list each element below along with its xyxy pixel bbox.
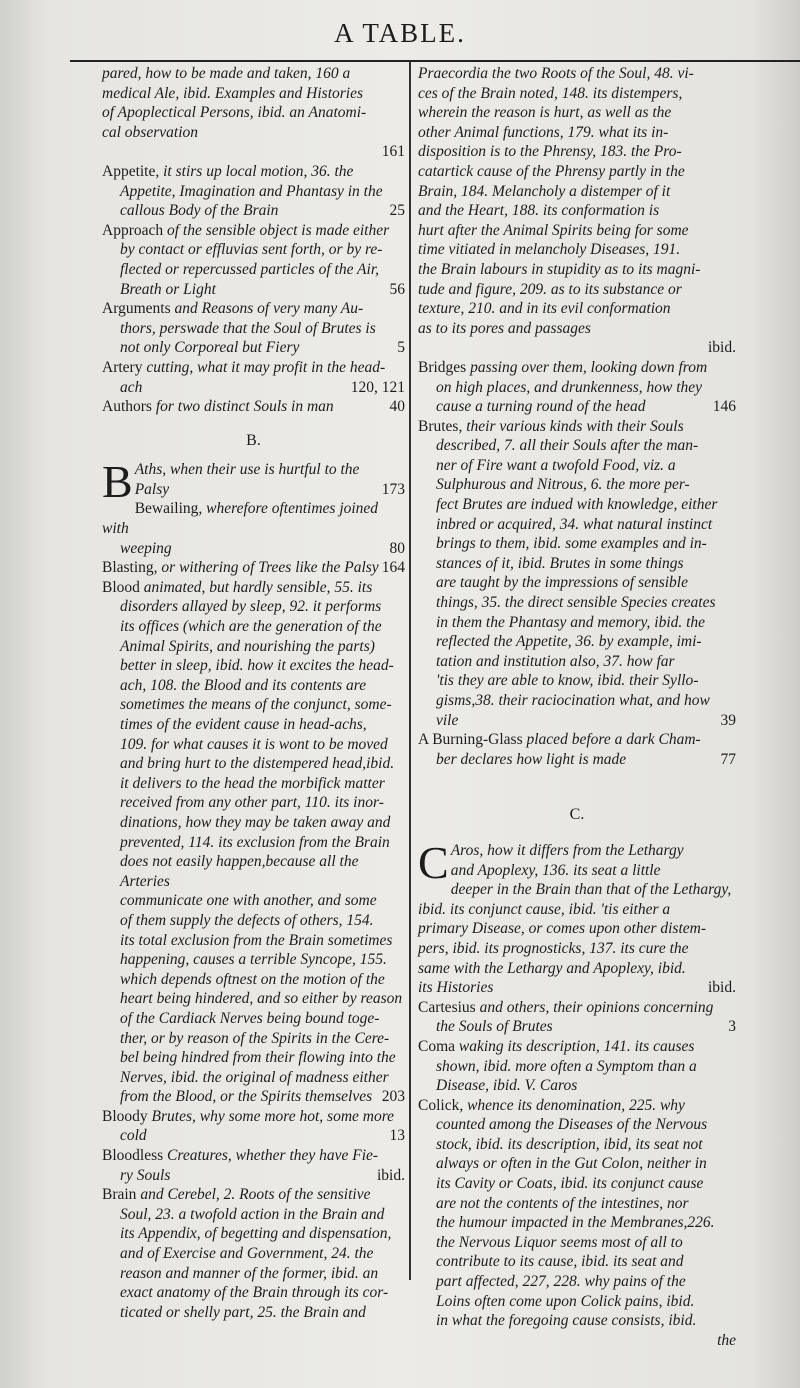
entry-line [102,201,405,221]
entry-line [418,691,736,711]
index-entry [418,730,736,769]
entry-text: fect Brutes are indued with knowledge, either [436,496,718,514]
entry-line [418,711,736,731]
entry-line [418,534,736,554]
entry-line [102,1244,405,1264]
entry-text: part affected, 227, 228. why pains of the [436,1273,686,1291]
entry-text: Breath or Light [120,280,216,298]
entry-line [418,978,736,998]
entry-heading: Blood [102,578,140,596]
entry-line [418,1252,736,1272]
entry-line [102,397,405,417]
entry-line [418,939,736,959]
entry-line [102,1205,405,1225]
page-reference: 161 [381,143,405,161]
page-reference: 40 [389,398,405,416]
entry-text: weeping [120,539,172,557]
entry-text: for two distinct Souls in man [151,398,334,416]
entry-line [418,919,736,939]
entry-text: flected or repercussed particles of the Air, [120,260,380,278]
entry-text: disorders allayed by sleep, 92. it performs [120,598,382,616]
entry-line: ces of the Brain noted, 148. its distempers, [418,84,683,102]
entry-line: tude and figure, 209. as to its substance or [418,280,682,298]
entry-line [102,558,405,578]
entry-heading: Artery [102,358,143,376]
entry-text: and others, their opinions concerning [475,998,714,1016]
index-entry [418,1096,736,1331]
entry-text: in them the Phantasy and memory, ibid. the [436,613,706,631]
entry-text: and bring hurt to the distempered head,ibid. [120,755,395,773]
entry-text: which depends oftnest on the motion of the [120,970,385,988]
entry-line [102,182,405,202]
entry-line [102,597,405,617]
entry-line: catartick cause of the Phrensy partly in the [418,162,685,180]
entry-text: Nerves, ibid. the original of madness either [120,1068,389,1086]
entry-line [102,1224,405,1244]
section-heading-c: C. [569,806,585,824]
entry-text: cutting, what it may profit in the head- [142,358,386,376]
index-entry [102,578,405,1107]
entry-text: the Souls of Brutes [436,1018,553,1036]
entry-text: the humour impacted in the Membranes,226. [436,1214,715,1232]
page-reference: 39 [720,711,736,729]
entry-line: pared, how to be made and taken, 160 a [102,65,351,82]
entry-line [418,436,736,456]
entry-text: placed before a dark Cham- [522,731,701,749]
index-entry [418,1037,736,1096]
entry-text: Aths, when their use is hurtful to the [134,461,360,479]
entry-text: communicate one with another, and some [120,892,377,910]
entry-line [418,378,736,398]
entry-text: bel being hindred from their flowing into the [120,1049,396,1067]
entry-text: reason and manner of the former, ibid. an [120,1264,379,1282]
entry-line [102,617,405,637]
entry-heading: Brutes [418,417,459,435]
entry-line [102,1283,405,1303]
page-reference: ibid. [708,339,736,357]
entry-line: Praecordia the two Roots of the Soul, 48. vi- [418,65,694,82]
left-column [102,64,405,1322]
entry-heading: A Burning-Glass [418,731,523,749]
index-entry [418,998,736,1037]
entry-text: by contact or effluvias sent forth, or by re- [120,241,383,259]
entry-line [418,1194,736,1214]
page-reference: 146 [712,398,736,416]
entry-line [418,1115,736,1135]
continued-text [418,64,736,358]
entry-text: and Reasons of very many Au- [170,300,364,318]
entry-text: cold [120,1127,147,1145]
entry-line [418,730,736,750]
entry-text: its Appendix, of begetting and dispensation, [120,1225,392,1243]
entry-text: its Cavity or Coats, ibid. its conjunct cause [436,1175,704,1193]
entry-line: wherein the reason is hurt, as well as the [418,104,672,122]
entry-line [102,499,405,538]
entry-heading: Bewailing [134,500,199,518]
entry-text: pers, ibid. its prognosticks, 137. its cure the [418,939,689,957]
entry-text: 'tis they are able to know, ibid. their Syllo- [436,672,699,690]
entry-heading: Bridges [418,358,467,376]
entry-text: ry Souls [120,1166,171,1184]
page-reference: 5 [397,339,405,357]
entry-line [418,1017,736,1037]
entry-line [102,260,405,280]
entry-text: brings to them, ibid. some examples and in- [436,535,707,553]
entry-text: on high places, and drunkenness, how they [436,378,703,396]
entry-text: Sulphurous and Nitrous, 6. the more per- [436,476,690,494]
entry-text: it delivers to the head the morbifick matter [120,774,385,792]
entry-line [418,456,736,476]
entry-line [418,554,736,574]
entry-line [102,911,405,931]
entry-line [102,480,405,500]
entry-line [102,891,405,911]
entry-text: waking its description, 141. its causes [455,1037,695,1055]
entry-line [102,280,405,300]
entry-text: received from any other part, 110. its inor- [120,794,384,812]
entry-line: texture, 210. and in its evil conformation [418,300,671,318]
index-entry [102,358,405,397]
entry-heading: Appetite [102,162,156,180]
entry-text: times of the evident cause in head-achs, [120,716,367,733]
entry-text: of them supply the defects of others, 154. [120,911,374,929]
entry-line [102,1303,405,1323]
entry-text: passing over them, looking down from [466,358,708,376]
entry-heading: Arguments [102,300,171,318]
entry-line [102,833,405,853]
entry-line: Brain, 184. Melancholy a distemper of it [418,182,671,200]
entry-heading: Cartesius [418,998,476,1016]
index-entry [102,1146,405,1185]
entry-line [418,632,736,652]
index-entry [418,417,736,731]
entry-text: , their various kinds with their Souls [458,417,684,435]
page-reference: 3 [728,1018,736,1036]
entry-text: Aros, how it differs from the Lethargy [450,841,684,859]
entry-text: Disease, ibid. V. Caros [436,1077,578,1095]
index-entry [102,558,405,578]
page-reference: 25 [389,202,405,220]
entry-line [418,495,736,515]
header-rule [70,60,800,62]
entry-line [418,880,736,900]
entry-text: its total exclusion from the Brain sometimes [120,931,393,949]
entry-line [102,358,405,378]
entry-text: better in sleep, ibid. how it excites the head- [120,657,394,675]
entry-heading: Authors [102,398,152,416]
entry-line [102,1009,405,1029]
entry-text: are taught by the impressions of sensible [436,574,688,592]
entry-text: stock, ibid. its description, ibid, its seat not [436,1135,703,1153]
entry-line: the Brain labours in stupidity as to its magni- [418,260,701,278]
entry-text: primary Disease, or comes upon other distem- [418,920,707,938]
entry-line [102,1087,405,1107]
entry-text: described, 7. all their Souls after the man- [436,437,699,455]
entry-text: cause a turning round of the head [436,398,646,416]
entry-text: Appetite, Imagination and Phantasy in the [120,182,383,200]
entry-line [418,750,736,770]
entry-text: callous Body of the Brain [120,202,279,220]
entry-line [102,656,405,676]
entry-line [102,813,405,833]
section-heading-b: B. [246,431,261,449]
entry-line [102,1264,405,1284]
page-reference: 203 [381,1088,405,1106]
entry-line: hurt after the Animal Spirits being for some [418,221,689,239]
entry-text: sometimes the means of the conjunct, some- [120,696,392,714]
entry-line [418,959,736,979]
entry-line [418,1233,736,1253]
page-reference: 120, 121 [350,378,405,396]
entry-line [102,1029,405,1049]
entry-text: gisms,38. their raciocination what, and how [436,692,710,709]
index-entry [102,299,405,358]
entry-line [418,1076,736,1096]
entry-text: ach [120,378,143,396]
entry-line [418,475,736,495]
entry-heading: Bloodless [102,1147,164,1165]
entry-line [102,950,405,970]
page-reference: 13 [389,1127,405,1145]
entry-text: 109. for what causes it is wont to be moved [120,735,388,753]
index-entry [102,1185,405,1322]
entry-line [418,573,736,593]
entry-text: and Apoplexy, 136. its seat a little [450,861,661,879]
entry-text: inbred or acquired, 34. what natural instinct [436,515,713,533]
entry-line [102,715,405,735]
entry-line [102,338,405,358]
index-entry [102,221,405,299]
entry-line [102,852,405,891]
page-title: A TABLE. [334,18,466,48]
entry-text: ner of Fire want a twofold Food, viz. a [436,456,676,474]
entry-line [418,841,736,861]
entry-line [418,671,736,691]
index-entry [418,836,736,998]
entry-line [102,240,405,260]
entry-line [102,319,405,339]
index-entry [102,456,405,508]
entry-line [102,793,405,813]
catchword: the [717,1331,736,1349]
entry-text: , whence its denomination, 225. why [459,1096,685,1114]
entry-text: animated, but hardly sensible, 55. its [139,578,373,596]
entry-line [102,299,405,319]
page-reference: 164 [381,559,405,577]
entry-text: always or often in the Gut Colon, neither in [436,1155,707,1173]
entry-line: as to its pores and passages [418,319,591,337]
page-reference: 80 [389,539,405,557]
entry-line [102,162,405,182]
entry-line [418,1135,736,1155]
entry-line [102,1126,405,1146]
entry-line [418,1154,736,1174]
entry-text: same with the Lethargy and Apoplexy, ibid. [418,959,686,977]
entry-line [102,460,405,480]
entry-text: vile [436,711,459,729]
entry-line [418,613,736,633]
entry-text: , it stirs up local motion, 36. the [155,162,354,180]
entry-line [418,998,736,1018]
entry-line: time vitiated in melancholy Diseases, 191. [418,241,681,259]
entry-line: of Apoplectical Persons, ibid. an Anatomi- [102,104,367,122]
entry-text: exact anatomy of the Brain through its cor- [120,1284,389,1302]
entry-line [418,652,736,672]
index-entry [102,1107,405,1146]
entry-line [102,931,405,951]
index-entry [102,162,405,221]
entry-text: reflected the Appetite, 36. by example, imi- [436,633,702,651]
entry-text: ticated or shelly part, 25. the Brain and [120,1303,366,1321]
entry-text: counted among the Diseases of the Nervous [436,1116,708,1134]
entry-line [102,578,405,598]
entry-text: from the Blood, or the Spirits themselves [120,1088,373,1106]
entry-line [102,1068,405,1088]
page-reference: 77 [720,750,736,768]
entry-line [102,989,405,1009]
entry-heading: Colick [418,1096,460,1114]
entry-line [102,221,405,241]
entry-line: other Animal functions, 179. what its in- [418,123,669,141]
entry-text: shown, ibid. more often a Symptom than a [436,1057,697,1075]
entry-heading: Coma [418,1037,456,1055]
entry-heading: Bloody [102,1107,148,1125]
entry-line [418,1213,736,1233]
entry-text: Brutes, why some more hot, some more [147,1107,395,1125]
entry-text: ber declares how light is made [436,750,627,768]
entry-line [102,1185,405,1205]
entry-text: and Cerebel, 2. Roots of the sensitive [136,1186,371,1204]
entry-line [102,1166,405,1186]
page-reference: 173 [381,480,405,498]
page-reference: ibid. [708,979,736,997]
entry-text: its offices (which are the generation of the [120,618,382,636]
entry-text: its Histories [418,979,494,997]
entry-text: , wherefore oftentimes joined with [102,500,379,538]
entry-line [102,1146,405,1166]
entry-heading: Blasting [102,559,154,577]
drop-cap: B [102,456,133,508]
entry-text: of the Cardiack Nerves being bound toge- [120,1009,380,1027]
entry-line [418,1037,736,1057]
entry-line [102,1048,405,1068]
entry-line [418,417,736,437]
entry-text: Loins often come upon Colick pains, ibid. [436,1292,695,1310]
entry-line [418,1096,736,1116]
entry-text: Creatures, whether they have Fie- [163,1147,379,1165]
page-reference: ibid. [377,1166,405,1184]
entry-line [102,637,405,657]
column-divider [409,62,411,1280]
entry-text: and of Exercise and Government, 24. the [120,1245,374,1263]
entry-text: of the sensible object is made either [163,221,390,239]
entry-line [418,1272,736,1292]
entry-heading: Approach [102,221,164,239]
continued-text [102,64,405,162]
entry-text: in what the foregoing cause consists, ibid. [436,1312,697,1330]
entry-line: disposition is to the Phrensy, 183. the Pro- [418,143,682,161]
entry-line [418,1174,736,1194]
entry-text: does not easily happen,because all the Arteries [120,853,359,890]
index-entry [102,499,405,558]
entry-line [418,1311,736,1331]
entry-line [418,358,736,378]
entry-line [102,676,405,696]
entry-line [102,539,405,559]
entry-line [418,397,736,417]
entry-line [418,1292,736,1312]
index-entry [418,358,736,417]
page-reference: 56 [389,280,405,298]
entry-line [418,593,736,613]
entry-text: are not the contents of the intestines, nor [436,1194,689,1212]
entry-text: dinations, how they may be taken away and [120,813,391,831]
entry-line [102,1107,405,1127]
entry-line [418,1057,736,1077]
drop-cap: C [418,836,449,888]
entry-line [102,774,405,794]
entry-text: , or withering of Trees like the Palsy [153,559,379,577]
entry-text: thors, perswade that the Soul of Brutes is [120,319,376,337]
entry-text: contribute to its cause, ibid. its seat and [436,1253,684,1271]
entry-text: Animal Spirits, and nourishing the parts) [120,637,375,655]
entry-text: happening, causes a terrible Syncope, 155. [120,951,387,969]
entry-text: Soul, 23. a twofold action in the Brain and [120,1205,385,1223]
index-entry [102,397,405,417]
entry-line [102,695,405,715]
entry-text: tation and institution also, 37. how far [436,652,675,670]
right-column [418,64,736,1350]
entry-line: medical Ale, ibid. Examples and Histories [102,84,364,102]
entry-text: Palsy [134,480,170,498]
entry-line [418,861,736,881]
entry-line [418,900,736,920]
entry-text: things, 35. the direct sensible Species creates [436,594,716,612]
entry-line [102,378,405,398]
entry-heading: Brain [102,1186,137,1204]
entry-text: deeper in the Brain than that of the Lethargy, [450,881,732,899]
entry-line: cal observation [102,123,198,141]
entry-text: heart being hindered, and so either by reason [120,990,403,1008]
entry-text: ibid. its conjunct cause, ibid. 'tis either a [418,900,671,918]
entry-text: stances of it, ibid. Brutes in some things [436,554,684,572]
entry-text: ther, or by reason of the Spirits in the Cere- [120,1029,390,1047]
entry-line [102,754,405,774]
entry-text: ach, 108. the Blood and its contents are [120,676,367,694]
entry-text: prevented, 114. its exclusion from the Brain [120,833,390,851]
entry-line [418,515,736,535]
entry-line: and the Heart, 188. its conformation is [418,202,660,220]
entry-line [102,735,405,755]
entry-text: not only Corporeal but Fiery [120,339,300,357]
entry-text: the Nervous Liquor seems most of all to [436,1233,683,1251]
entry-line [102,970,405,990]
